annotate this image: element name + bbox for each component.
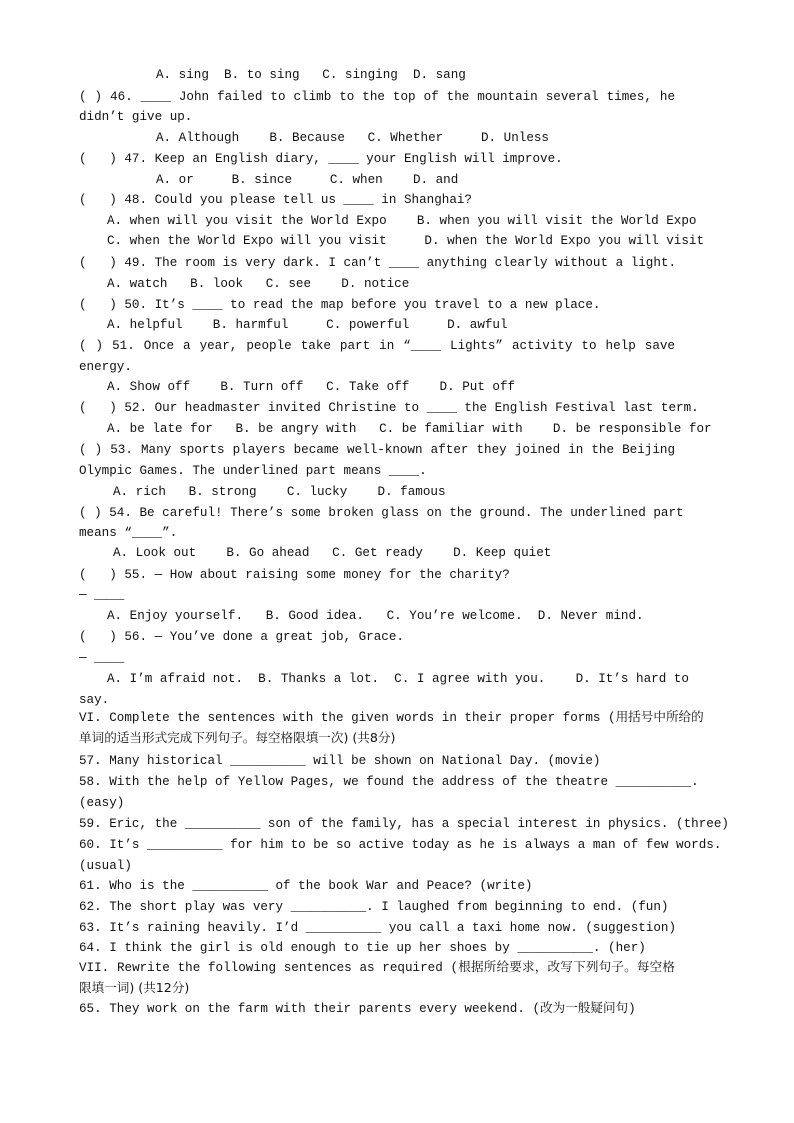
section-vii-heading: VII. Rewrite the following sentences as required (根据所给要求，改写下列句子。每空格 — [79, 961, 675, 975]
q61: 61. Who is the __________ of the book War and Peace? (write) — [79, 879, 533, 893]
q55-stem: ( ) 55. — How about raising some money for the charity? — [79, 568, 510, 582]
q55-options: A. Enjoy yourself. B. Good idea. C. You’re welcome. D. Never mind. — [107, 609, 644, 623]
q53-stem: ( ) 53. Many sports players became well-known after they joined in the Beijing — [79, 443, 675, 457]
q54-options: A. Look out B. Go ahead C. Get ready D. Keep quiet — [113, 546, 552, 560]
q46-options: A. Although B. Because C. Whether D. Unless — [156, 131, 549, 145]
q45-options: A. sing B. to sing C. singing D. sang — [156, 68, 466, 82]
q55-reply: — ____ — [79, 588, 125, 602]
q62: 62. The short play was very __________. I laughed from beginning to end. (fun) — [79, 900, 669, 914]
section-vi-heading-cont: 单词的适当形式完成下列句子。每空格限填一次) (共8分) — [79, 730, 396, 745]
q59: 59. Eric, the __________ son of the family, has a special interest in physics. (three) — [79, 817, 729, 831]
q54-stem: ( ) 54. Be careful! There’s some broken glass on the ground. The underlined part — [79, 506, 684, 520]
q56-options-cont: say. — [79, 693, 110, 707]
q52-options: A. be late for B. be angry with C. be familiar with D. be responsible for — [107, 422, 712, 436]
q49-stem: ( ) 49. The room is very dark. I can’t ____ anything clearly without a light. — [79, 256, 677, 270]
q56-reply: — ____ — [79, 651, 125, 665]
q64: 64. I think the girl is old enough to tie up her shoes by __________. (her) — [79, 941, 646, 955]
q56-options: A. I’m afraid not. B. Thanks a lot. C. I agree with you. D. It’s hard to — [107, 672, 689, 686]
q46-stem-cont: didn’t give up. — [79, 110, 193, 124]
q51-stem: ( ) 51. Once a year, people take part in “____ Lights” activity to help save — [79, 339, 675, 353]
q48-options-ab: A. when will you visit the World Expo B. when you will visit the World Expo — [107, 214, 697, 228]
q56-stem: ( ) 56. — You’ve done a great job, Grace. — [79, 630, 404, 644]
q57: 57. Many historical __________ will be shown on National Day. (movie) — [79, 754, 601, 768]
q46-stem: ( ) 46. ____ John failed to climb to the top of the mountain several times, he — [79, 90, 675, 104]
q58: 58. With the help of Yellow Pages, we found the address of the theatre __________. — [79, 775, 699, 789]
q50-stem: ( ) 50. It’s ____ to read the map before you travel to a new place. — [79, 298, 601, 312]
q65: 65. They work on the farm with their parents every weekend. (改为一般疑问句) — [79, 1002, 636, 1016]
q60: 60. It’s __________ for him to be so active today as he is always a man of few words. — [79, 838, 722, 852]
q63: 63. It’s raining heavily. I’d __________ you call a taxi home now. (suggestion) — [79, 921, 677, 935]
q48-stem: ( ) 48. Could you please tell us ____ in Shanghai? — [79, 193, 472, 207]
q48-options-cd: C. when the World Expo will you visit D. when the World Expo you will visit — [107, 234, 705, 248]
q51-options: A. Show off B. Turn off C. Take off D. Put off — [107, 380, 516, 394]
q60-cont: (usual) — [79, 859, 132, 873]
q53-stem-cont: Olympic Games. The underlined part means ____. — [79, 464, 427, 478]
q49-options: A. watch B. look C. see D. notice — [107, 277, 410, 291]
q47-stem: ( ) 47. Keep an English diary, ____ your English will improve. — [79, 152, 563, 166]
section-vi-heading: VI. Complete the sentences with the given words in their proper forms (用括号中所给的 — [79, 711, 704, 725]
q50-options: A. helpful B. harmful C. powerful D. awful — [107, 318, 508, 332]
section-vii-heading-cont: 限填一词) (共12分) — [79, 980, 190, 995]
q58-cont: (easy) — [79, 796, 125, 810]
q53-options: A. rich B. strong C. lucky D. famous — [113, 485, 446, 499]
q52-stem: ( ) 52. Our headmaster invited Christine to ____ the English Festival last term. — [79, 401, 699, 415]
q54-stem-cont: means “____”. — [79, 526, 178, 540]
q47-options: A. or B. since C. when D. and — [156, 173, 459, 187]
q51-stem-cont: energy. — [79, 360, 132, 374]
